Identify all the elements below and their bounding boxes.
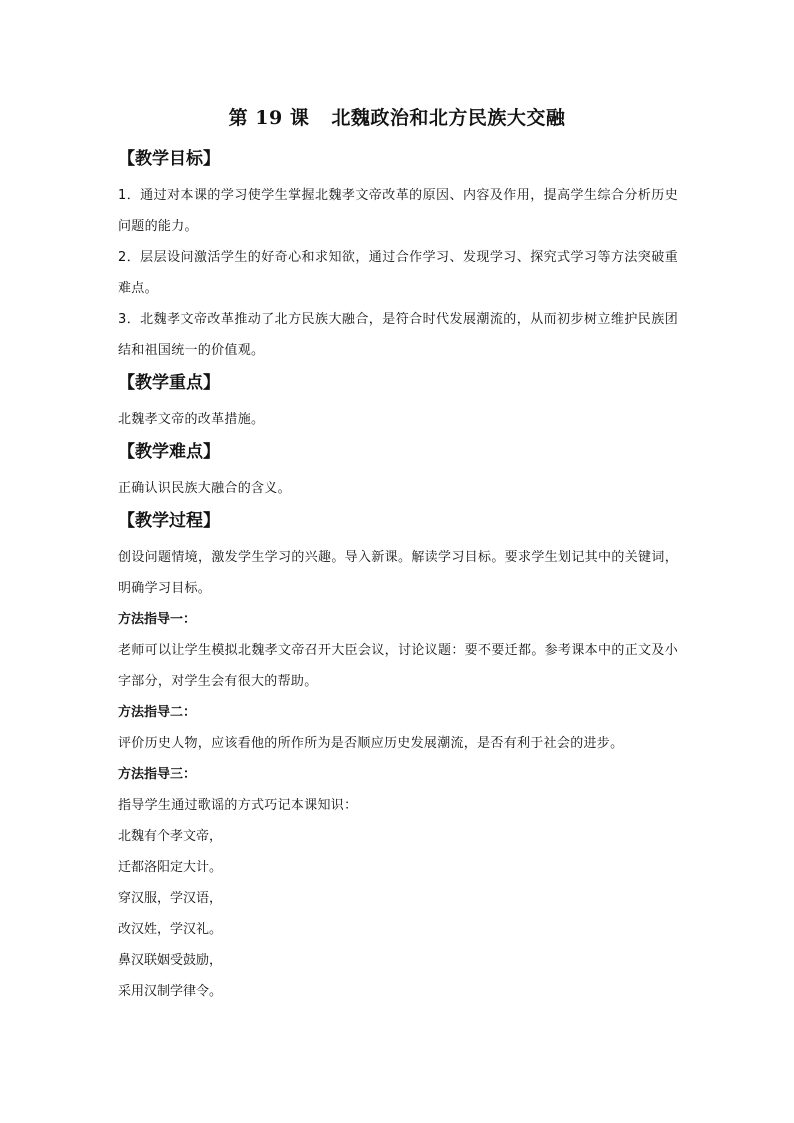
objective-item-2: 2．层层设问激活学生的好奇心和求知欲，通过合作学习、发现学习、探究式学习等方法突破重难点。 [118,250,678,296]
key-points-text: 北魏孝文帝的改革措施。 [118,412,265,427]
difficulties-text: 正确认识民族大融合的含义。 [118,481,291,496]
objective-item-1: 1．通过对本课的学习使学生掌握北魏孝文帝改革的原因、内容及作用，提高学生综合分析历史问题的能力。 [118,188,678,234]
page-title [0,104,794,132]
section-heading-key-points: 【教学重点】 [118,373,220,393]
method-label-1: 方法指导一： [118,612,197,627]
section-heading-process: 【教学过程】 [118,511,220,531]
document-body [118,142,678,1007]
verse-line: 采用汉制学律令。 [118,984,223,999]
section-heading-objectives: 【教学目标】 [118,149,220,169]
section-heading-difficulties: 【教学难点】 [118,442,220,462]
method-label-2: 方法指导二： [118,705,197,720]
verse-line: 迁都洛阳定大计。 [118,860,223,875]
objective-item-3: 3．北魏孝文帝改革推动了北方民族大融合，是符合时代发展潮流的，从而初步树立维护民族团结和祖国统一的价值观。 [118,312,678,358]
process-intro: 创设问题情境，激发学生学习的兴趣。导入新课。解读学习目标。要求学生划记其中的关键词，明确学习目标。 [118,550,678,596]
verse-line: 穿汉服，学汉语， [118,891,223,906]
method-text-1: 老师可以让学生模拟北魏孝文帝召开大臣会议，讨论议题：要不要迁都。参考课本中的正文及小字部分，对学生会有很大的帮助。 [118,643,678,689]
verse-line: 改汉姓，学汉礼。 [118,922,223,937]
lesson-number: 第 19 课 [228,107,310,129]
lesson-topic: 北魏政治和北方民族大交融 [331,107,566,129]
method-label-3: 方法指导三： [118,767,197,782]
method-text-3: 指导学生通过歌谣的方式巧记本课知识： [118,798,358,813]
method-text-2: 评价历史人物，应该看他的所作所为是否顺应历史发展潮流，是否有利于社会的进步。 [118,736,624,751]
verse-line: 北魏有个孝文帝， [118,829,223,844]
verse-line: 鼻汉联姻受鼓励， [118,953,223,968]
